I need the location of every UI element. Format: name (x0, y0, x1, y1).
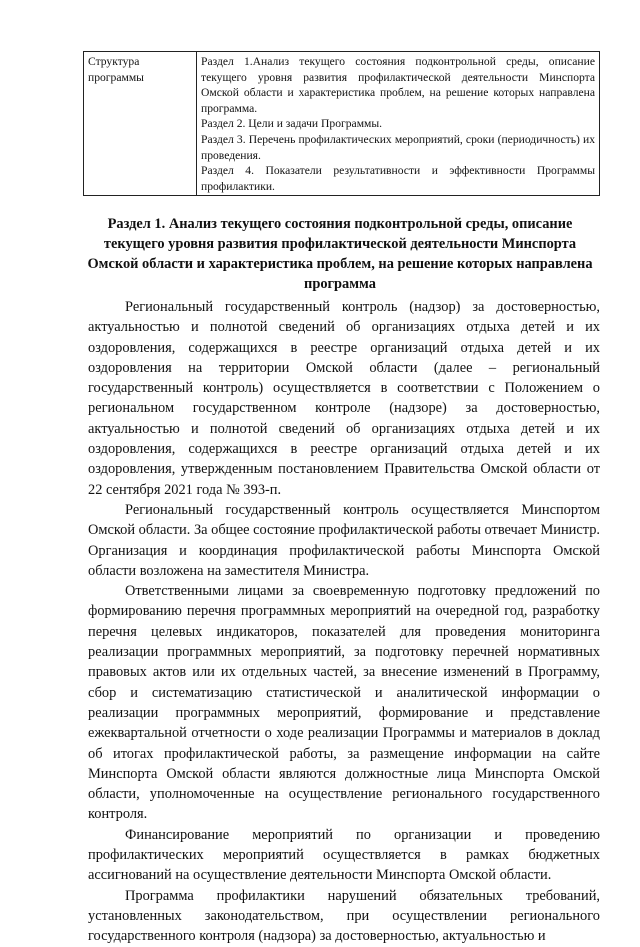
structure-item-3: Раздел 3. Перечень профилактических мероприятий, сроки (периодичность) их проведения. (201, 132, 595, 162)
paragraph-4: Финансирование мероприятий по организации и проведению профилактических мероприятий осуществляется в рамках бюджетных ассигнований на осуществление деятельности Минспорта Омской области. (88, 826, 600, 884)
section-heading: Раздел 1. Анализ текущего состояния подконтрольной среды, описание текущего уровня развития профилактической деятельности Минспорта Омской области и характеристика проблем, на решение которых направлена программа (87, 216, 593, 292)
paragraph-3: Ответственными лицами за своевременную подготовку предложений по формированию перечня программных мероприятий на очередной год, разработку перечня целевых индикаторов, показателей для проведения мониторинга реализации программных мероприятий, за подготовку перечней нормативных правовых актов или их отдельных частей, за внесение изменений в Программу, сбор и систематизацию статистической и аналитической информации о реализации программных мероприятий, формирование и представление ежеквартальной отчетности о ходе реализации Программы и материалов в доклад об итогах профилактической работы, за размещение информации на сайте Минспорта Омской области являются должностные лица Минспорта Омской области, уполномоченные на осуществление регионального государственного контроля. (88, 583, 600, 823)
section-body (88, 297, 600, 947)
table-label-cell: Структура программы (84, 52, 197, 196)
structure-item-1: Раздел 1.Анализ текущего состояния подконтрольной среды, описание текущего уровня развития профилактической деятельности Минспорта Омской области и характеристика проблем, на решение которых направлена программа. (201, 55, 595, 115)
table-row (84, 52, 600, 196)
paragraph-1: Региональный государственный контроль (надзор) за достоверностью, актуальностью и полнотой сведений об организациях отдыха детей и их оздоровления, содержащихся в реестре организаций отдыха детей и их оздоровления на территории Омской области (далее – региональный государственный контроль) осуществляется в соответствии с Положением о региональном государственном контроле (надзоре) за достоверностью, актуальностью и полнотой сведений об организациях отдыха детей и их оздоровления, содержащихся в реестре организаций отдыха детей и их оздоровления, утвержденным постановлением Правительства Омской области от 22 сентября 2021 года № 393-п. (88, 299, 600, 498)
paragraph-5: Программа профилактики нарушений обязательных требований, установленных законодательством, при осуществлении регионального государственного контроля (надзора) за достоверностью, актуальностью и (88, 887, 600, 945)
program-structure-table (83, 51, 600, 196)
table-content-cell (197, 52, 600, 196)
structure-item-4: Раздел 4. Показатели результативности и эффективности Программы профилактики. (201, 164, 595, 193)
paragraph-2: Региональный государственный контроль осуществляется Минспортом Омской области. За общее состояние профилактической работы отвечает Министр. Организация и координация профилактической работы Минспорта Омской области возложена на заместителя Министра. (88, 501, 601, 579)
structure-item-2: Раздел 2. Цели и задачи Программы. (201, 117, 383, 131)
